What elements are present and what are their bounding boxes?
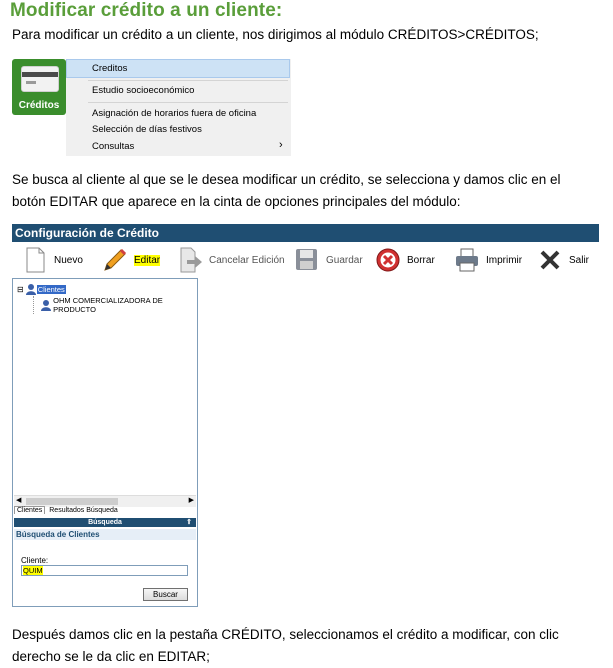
close-x-icon — [537, 247, 563, 273]
imprimir-button[interactable] — [454, 244, 522, 276]
menu-separator — [88, 102, 288, 103]
menu-separator — [88, 80, 288, 81]
clientes-panel — [12, 278, 198, 607]
user-group-icon — [25, 283, 37, 295]
busqueda-bar[interactable] — [14, 518, 196, 527]
guardar-label: Guardar — [326, 254, 363, 266]
cliente-input-value: QUIM — [23, 566, 43, 575]
delete-circle-icon — [375, 247, 401, 273]
nuevo-button[interactable] — [22, 244, 83, 276]
menu-item-dias-festivos[interactable]: Selección de días festivos — [92, 124, 202, 135]
cancelar-edicion-button[interactable] — [177, 244, 285, 276]
credit-card-icon — [21, 66, 59, 92]
module-icon-label: Créditos — [18, 100, 60, 111]
config-title-bar: Configuración de Crédito — [12, 224, 599, 242]
panel-tabs — [14, 507, 120, 514]
module-dropdown-menu — [66, 59, 291, 156]
search-paragraph-line1: Se busca al cliente al que se le desea modificar un crédito, se selecciona y damos clic en el — [12, 172, 561, 187]
salir-label: Salir — [569, 254, 590, 266]
guardar-button[interactable] — [294, 244, 363, 276]
menu-item-creditos[interactable]: Creditos — [92, 63, 128, 74]
buscar-button[interactable]: Buscar — [143, 588, 188, 601]
config-window — [12, 224, 599, 607]
final-paragraph-line2: derecho se le da clic en EDITAR; — [12, 649, 210, 664]
clientes-tree — [17, 283, 197, 314]
pencil-icon — [102, 247, 128, 273]
tree-root-clientes[interactable]: Clientes — [37, 284, 65, 294]
creditos-module-icon[interactable] — [12, 59, 66, 115]
editar-label: Editar — [134, 254, 161, 266]
imprimir-label: Imprimir — [486, 254, 523, 266]
final-paragraph-line1: Después damos clic en la pestaña CRÉDITO, seleccionamos el crédito a modificar, con clic — [12, 627, 559, 642]
menu-item-consultas[interactable]: Consultas — [92, 141, 135, 152]
borrar-button[interactable] — [375, 244, 435, 276]
tab-clientes[interactable]: Clientes — [14, 506, 45, 514]
collapse-up-icon[interactable]: ⇑ — [186, 519, 192, 526]
submenu-arrow-icon: › — [279, 139, 283, 151]
borrar-label: Borrar — [407, 254, 435, 266]
search-paragraph-line2: botón EDITAR que aparece en la cinta de opciones principales del módulo: — [12, 194, 461, 209]
scroll-thumb[interactable] — [26, 498, 118, 505]
busqueda-bar-label: Búsqueda — [88, 519, 122, 526]
printer-icon — [454, 247, 480, 273]
scroll-right-icon[interactable]: ▶ — [188, 497, 194, 504]
menu-item-estudio[interactable]: Estudio socioeconómico — [92, 85, 195, 96]
intro-paragraph: Para modificar un crédito a un cliente, nos dirigimos al módulo CRÉDITOS>CRÉDITOS; — [12, 27, 539, 42]
new-document-icon — [22, 247, 48, 273]
cancelar-label: Cancelar Edición — [209, 254, 285, 266]
menu-item-asignacion[interactable]: Asignación de horarios fuera de oficina — [92, 108, 257, 119]
salir-button[interactable] — [537, 244, 589, 276]
nuevo-label: Nuevo — [54, 254, 83, 266]
editar-button[interactable] — [102, 244, 160, 276]
cliente-label: Cliente: — [21, 556, 49, 565]
tree-node-cliente[interactable]: OHM COMERCIALIZADORA DE PRODUCTO — [53, 296, 163, 314]
user-icon — [40, 299, 51, 311]
page-title: Modificar crédito a un cliente: — [10, 0, 283, 21]
cancel-edit-icon — [177, 247, 203, 273]
scroll-left-icon[interactable]: ◀ — [16, 497, 22, 504]
busqueda-clientes-title: Búsqueda de Clientes — [14, 529, 196, 540]
cliente-input[interactable] — [21, 565, 188, 576]
tab-resultados-busqueda[interactable]: Resultados Búsqueda — [49, 507, 118, 514]
collapse-icon[interactable]: ⊟ — [17, 284, 24, 294]
save-disk-icon — [294, 247, 320, 273]
